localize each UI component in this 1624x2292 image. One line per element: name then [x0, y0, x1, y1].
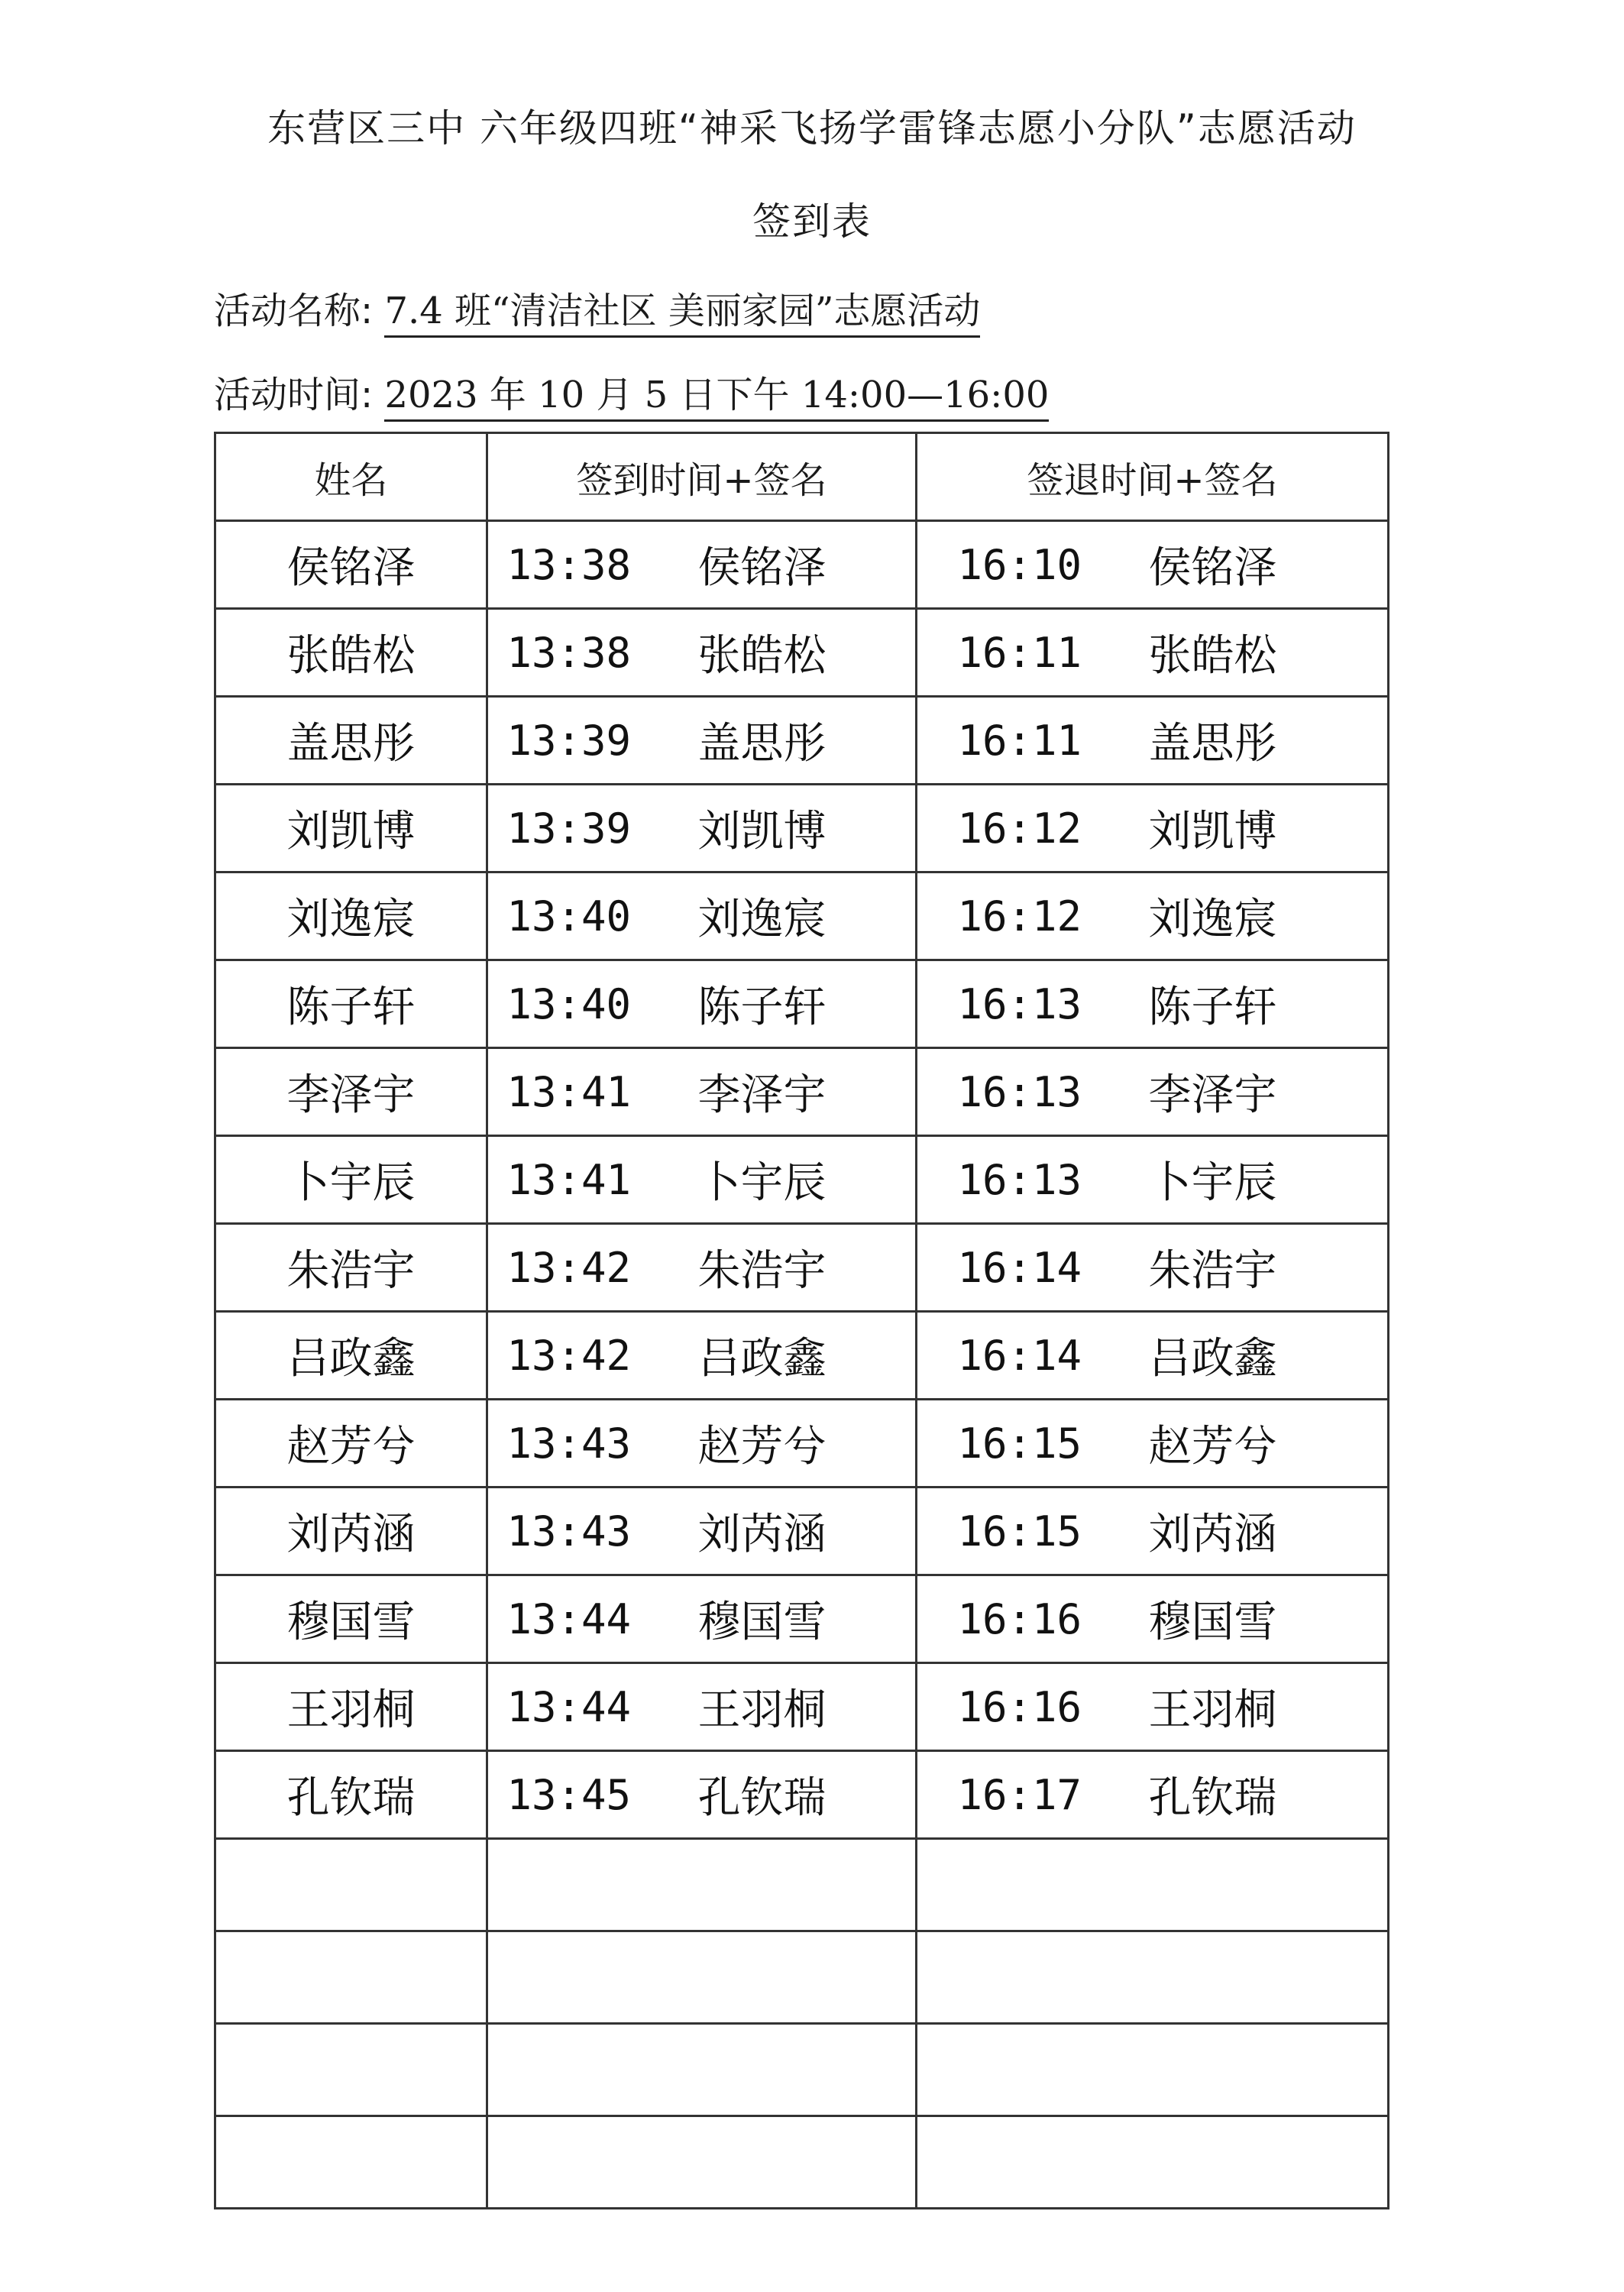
sign-out-cell — [917, 609, 1389, 697]
sign-out-time: 16:11 — [957, 628, 1082, 677]
sign-in-signature: 李泽宇 — [697, 1070, 827, 1120]
sign-in-time: 13:45 — [506, 1770, 632, 1819]
name-cell — [215, 697, 487, 785]
student-name: 王羽桐 — [286, 1685, 416, 1735]
name-cell — [215, 1751, 487, 1839]
empty-cell — [215, 1839, 487, 1931]
empty-cell — [215, 1931, 487, 2024]
header-sign-in: 签到时间+签名 — [487, 433, 917, 521]
name-cell — [215, 1312, 487, 1400]
table-row — [215, 785, 1389, 872]
sign-in-signature: 盖思彤 — [697, 719, 827, 769]
sign-in-signature: 陈子轩 — [697, 983, 827, 1032]
sign-in-signature: 赵芳兮 — [697, 1422, 827, 1471]
sign-in-signature: 卜宇辰 — [697, 1158, 827, 1208]
student-name: 卜宇辰 — [286, 1158, 416, 1208]
activity-name-line — [214, 281, 980, 334]
sign-out-signature: 王羽桐 — [1148, 1685, 1277, 1735]
sign-in-signature: 朱浩宇 — [697, 1246, 827, 1296]
sign-in-cell — [487, 1224, 917, 1312]
student-name: 李泽宇 — [286, 1070, 416, 1120]
sign-in-time: 13:40 — [506, 979, 632, 1028]
empty-cell — [487, 1839, 917, 1931]
sign-out-signature: 侯铭泽 — [1148, 543, 1277, 593]
sign-out-time: 16:16 — [957, 1594, 1082, 1643]
sign-in-time: 13:39 — [506, 804, 632, 853]
sign-out-time: 16:10 — [957, 540, 1082, 589]
name-cell — [215, 521, 487, 609]
activity-time-value: 2023 年 10 月 5 日下午 14:00—16:00 — [384, 374, 1049, 422]
empty-cell — [215, 2116, 487, 2209]
sign-out-signature: 张皓松 — [1148, 631, 1277, 681]
activity-time-line — [214, 365, 1049, 418]
table-row — [215, 521, 1389, 609]
page-title: 东营区三中 六年级四班“神采飞扬学雷锋志愿小分队”志愿活动 — [267, 106, 1357, 151]
table-header-row — [215, 433, 1389, 521]
empty-cell — [917, 1931, 1389, 2024]
sign-out-signature: 吕政鑫 — [1148, 1334, 1277, 1384]
sign-in-cell — [487, 785, 917, 872]
sign-in-time: 13:40 — [506, 892, 632, 940]
sign-out-cell — [917, 521, 1389, 609]
sign-in-time: 13:38 — [506, 540, 632, 589]
sign-out-time: 16:11 — [957, 716, 1082, 765]
name-cell — [215, 1663, 487, 1751]
sign-out-time: 16:13 — [957, 1155, 1082, 1204]
empty-cell — [917, 2116, 1389, 2209]
sign-in-signature: 刘凯博 — [697, 807, 827, 856]
sign-out-cell — [917, 1575, 1389, 1663]
sign-out-cell — [917, 1488, 1389, 1575]
sign-out-cell — [917, 1224, 1389, 1312]
sign-in-cell — [487, 1575, 917, 1663]
sign-in-signature: 刘芮涵 — [697, 1510, 827, 1559]
student-name: 穆国雪 — [286, 1598, 416, 1647]
empty-table-row — [215, 2024, 1389, 2116]
sign-out-time: 16:12 — [957, 804, 1082, 853]
student-name: 刘逸宸 — [286, 895, 416, 944]
sign-in-signature: 孔钦瑞 — [697, 1773, 827, 1823]
sign-in-cell — [487, 1048, 917, 1136]
table-row — [215, 1312, 1389, 1400]
sign-in-time: 13:44 — [506, 1682, 632, 1731]
name-cell — [215, 1048, 487, 1136]
student-name: 孔钦瑞 — [286, 1773, 416, 1823]
sign-out-time: 16:14 — [957, 1331, 1082, 1380]
sign-in-time: 13:38 — [506, 628, 632, 677]
empty-cell — [917, 1839, 1389, 1931]
sign-in-signature: 吕政鑫 — [697, 1334, 827, 1384]
student-name: 张皓松 — [286, 631, 416, 681]
activity-time-label: 活动时间: — [214, 374, 374, 416]
sign-in-cell — [487, 609, 917, 697]
sign-in-signature: 穆国雪 — [697, 1598, 827, 1647]
sign-in-signature: 刘逸宸 — [697, 895, 827, 944]
sign-out-time: 16:13 — [957, 1067, 1082, 1116]
sign-in-signature: 王羽桐 — [697, 1685, 827, 1735]
sign-in-signature: 张皓松 — [697, 631, 827, 681]
sign-in-time: 13:41 — [506, 1155, 632, 1204]
sign-out-time: 16:16 — [957, 1682, 1082, 1731]
sign-in-time: 13:41 — [506, 1067, 632, 1116]
sign-in-cell — [487, 1751, 917, 1839]
table-row — [215, 697, 1389, 785]
name-cell — [215, 1400, 487, 1488]
sign-out-signature: 孔钦瑞 — [1148, 1773, 1277, 1823]
activity-name-label: 活动名称: — [214, 290, 374, 332]
student-name: 盖思彤 — [286, 719, 416, 769]
sign-out-signature: 盖思彤 — [1148, 719, 1277, 769]
sign-out-signature: 卜宇辰 — [1148, 1158, 1277, 1208]
table-row — [215, 960, 1389, 1048]
table-row — [215, 609, 1389, 697]
sign-out-cell — [917, 1312, 1389, 1400]
name-cell — [215, 1488, 487, 1575]
sign-out-signature: 朱浩宇 — [1148, 1246, 1277, 1296]
sign-in-signature: 侯铭泽 — [697, 543, 827, 593]
activity-name-value: 7.4 班“清洁社区 美丽家园”志愿活动 — [384, 290, 980, 338]
sign-in-cell — [487, 960, 917, 1048]
sign-in-time: 13:42 — [506, 1331, 632, 1380]
name-cell — [215, 1224, 487, 1312]
sign-in-cell — [487, 1136, 917, 1224]
empty-cell — [487, 2116, 917, 2209]
table-row — [215, 1048, 1389, 1136]
name-cell — [215, 1575, 487, 1663]
sign-in-time: 13:42 — [506, 1243, 632, 1292]
table-row — [215, 1663, 1389, 1751]
empty-table-row — [215, 2116, 1389, 2209]
sign-in-cell — [487, 521, 917, 609]
student-name: 刘凯博 — [286, 807, 416, 856]
sign-in-time: 13:43 — [506, 1419, 632, 1468]
sign-out-time: 16:13 — [957, 979, 1082, 1028]
table-row — [215, 1751, 1389, 1839]
name-cell — [215, 872, 487, 960]
student-name: 陈子轩 — [286, 983, 416, 1032]
name-cell — [215, 1136, 487, 1224]
sign-out-time: 16:14 — [957, 1243, 1082, 1292]
sign-out-cell — [917, 785, 1389, 872]
sign-out-time: 16:17 — [957, 1770, 1082, 1819]
page-subtitle: 签到表 — [752, 199, 872, 244]
sign-out-time: 16:15 — [957, 1507, 1082, 1556]
sign-in-time: 13:44 — [506, 1594, 632, 1643]
sign-in-cell — [487, 1312, 917, 1400]
header-sign-out: 签退时间+签名 — [917, 433, 1389, 521]
student-name: 刘芮涵 — [286, 1510, 416, 1559]
sign-out-signature: 刘逸宸 — [1148, 895, 1277, 944]
sign-in-table — [214, 432, 1389, 2209]
sign-out-cell — [917, 697, 1389, 785]
table-row — [215, 1488, 1389, 1575]
sign-out-cell — [917, 1400, 1389, 1488]
sign-in-cell — [487, 1400, 917, 1488]
sign-in-cell — [487, 1488, 917, 1575]
sign-in-cell — [487, 697, 917, 785]
sign-out-signature: 李泽宇 — [1148, 1070, 1277, 1120]
name-cell — [215, 785, 487, 872]
sign-out-cell — [917, 1751, 1389, 1839]
empty-cell — [215, 2024, 487, 2116]
student-name: 吕政鑫 — [286, 1334, 416, 1384]
sign-out-cell — [917, 1048, 1389, 1136]
sign-in-time: 13:43 — [506, 1507, 632, 1556]
sign-out-signature: 赵芳兮 — [1148, 1422, 1277, 1471]
student-name: 侯铭泽 — [286, 543, 416, 593]
table-row — [215, 872, 1389, 960]
sign-in-time: 13:39 — [506, 716, 632, 765]
sign-out-time: 16:15 — [957, 1419, 1082, 1468]
sign-out-signature: 刘芮涵 — [1148, 1510, 1277, 1559]
name-cell — [215, 609, 487, 697]
table-row — [215, 1224, 1389, 1312]
sign-out-time: 16:12 — [957, 892, 1082, 940]
sign-in-cell — [487, 1663, 917, 1751]
sign-out-cell — [917, 872, 1389, 960]
sign-out-signature: 陈子轩 — [1148, 983, 1277, 1032]
sign-out-signature: 刘凯博 — [1148, 807, 1277, 856]
sign-out-signature: 穆国雪 — [1148, 1598, 1277, 1647]
sign-in-cell — [487, 872, 917, 960]
table-row — [215, 1136, 1389, 1224]
student-name: 朱浩宇 — [286, 1246, 416, 1296]
empty-cell — [917, 2024, 1389, 2116]
sign-out-cell — [917, 1136, 1389, 1224]
table-row — [215, 1400, 1389, 1488]
empty-cell — [487, 2024, 917, 2116]
sign-out-cell — [917, 1663, 1389, 1751]
header-name: 姓名 — [215, 433, 487, 521]
student-name: 赵芳兮 — [286, 1422, 416, 1471]
empty-table-row — [215, 1839, 1389, 1931]
sign-out-cell — [917, 960, 1389, 1048]
table-row — [215, 1575, 1389, 1663]
name-cell — [215, 960, 487, 1048]
empty-table-row — [215, 1931, 1389, 2024]
empty-cell — [487, 1931, 917, 2024]
